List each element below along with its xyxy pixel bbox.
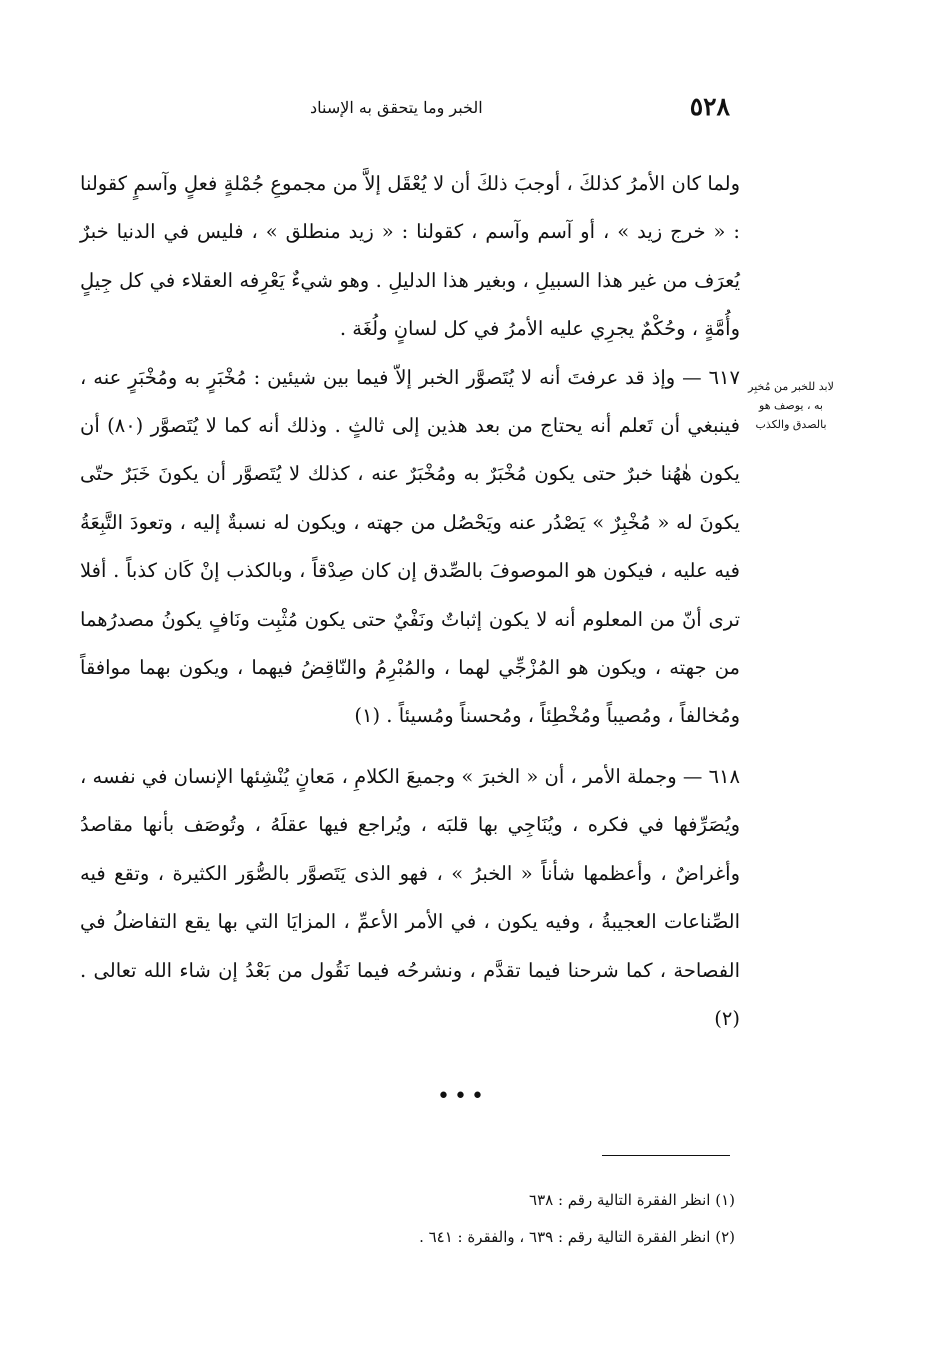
margin-note: لابد للخبر من مُخبِر به ، يوصف هو بالصدق والكذب: [748, 380, 834, 431]
footnote-2: (٢) انظر الفقرة التالية رقم : ٦٣٩ ، والفقرة : ٦٤١ .: [419, 1228, 735, 1246]
footnotes: [250, 1182, 735, 1256]
page-header: [300, 92, 730, 132]
section-break: •••: [437, 1084, 488, 1109]
paragraph-618: ٦١٨ — وجملة الأمر ، أن « الخبرَ » وجميعَ الكلامِ ، مَعانٍ يُنْشِئها الإنسان في نفسه ، ويُصَرِّفها في فكره ، ويُنَاجِي بها قلبَه ، ويُراجع فيها عقلَهُ ، وتُوصَف بأنها مقاصدُ وأغراضٌ ، وأعظمها شأناً « الخبرُ » ، فهو الذى يَتَصوَّر بالصُّوَر الكثيرة ، وتقع فيه الصِّناعات العجيبةُ ، وفيه يكون ، في الأمر الأعمِّ ، المزايَا التي بها يقع التفاضلُ في الفصاحة ، كما شرحنا فيما تقدَّم ، ونشرحُه فيما نَقُول من بَعْدُ إن شاء الله تعالى . (٢): [80, 764, 740, 1030]
paragraph-617: ٦١٧ — وإذ قد عرفتَ أنه لا يُتَصوَّر الخبر إلاّ فيما بين شيئين : مُخْبَرٍ به ومُخْبَرٍ عنه ، فينبغي أن تَعلم أنه يحتاج من بعد هذين إلى ثالثٍ . وذلك أنه كما لا يُتَصوَّر (٨٠) أن يكون هٰهُنا خبرٌ حتى يكون مُخْبَرٌ به ومُخْبَرٌ عنه ، كذلك لا يُتَصوَّر أن يكونَ خَبَرٌ حتّى يكونَ له « مُخْبِرٌ » يَصْدُر عنه ويَحْصُل من جهته ، ويكون له نسبةٌ إليه ، وتعودَ التَّبِعَةُ فيه عليه ، فيكون هو الموصوفَ بالصِّدق إن كان صِدْقاً ، وبالكذب إنْ كَان كذباً . أفلا ترى أنّ من المعلوم أنه لا يكون إثباتٌ ونَفْيٌ حتى يكون مُثْبِت ونَافٍ يكونُ مصدرُهما من جهته ، ويكون هو المُزْجِّي لهما ، والمُبْرِمُ والنّاقِضُ فيهما ، ويكون بهما موافقاً ومُخالفاً ، ومُصيباً ومُخْطِئاً ، ومُحسناً ومُسيئاً . (١): [80, 365, 740, 728]
running-title: الخبر وما يتحقق به الإسناد: [310, 98, 483, 117]
paragraph-gap: [80, 741, 740, 753]
footnote-divider: [602, 1155, 730, 1156]
main-text: [80, 160, 740, 1043]
page-number: ٥٢٨: [689, 92, 730, 121]
footnote-1: (١) انظر الفقرة التالية رقم : ٦٣٨: [529, 1191, 735, 1209]
paragraph-intro: ولما كان الأمرُ كذلكَ ، أوجبَ ذلكَ أن لا يُعْقَل إلاَّ من مجموعِ جُمْلةٍ فعلٍ وآسمٍ كقولنا : « خرج زيد » ، أو آسم وآسم ، كقولنا : « زيد منطلق » ، فليس في الدنيا خبرٌ يُعرَف من غير هذا السبيلِ ، وبغير هذا الدليلِ . وهو شيءٌ يَعْرِفه العقلاء في كل جِيلٍ وأُمَّةٍ ، وحُكْمٌ يجرِي عليه الأمرُ في كل لسانٍ ولُغَة .: [80, 172, 740, 341]
